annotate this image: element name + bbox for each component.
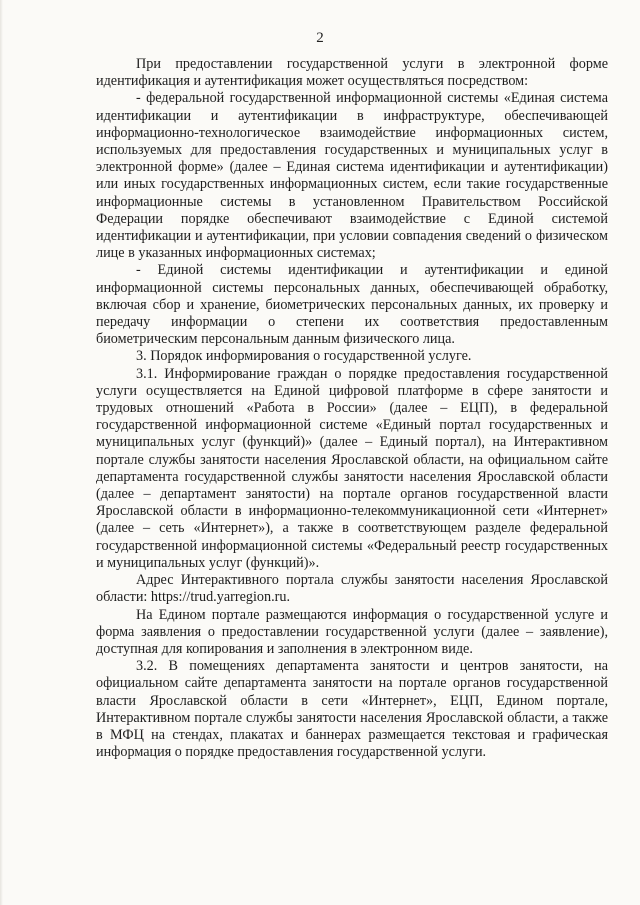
page-number: 2	[316, 30, 324, 46]
paragraph-unified-portal: На Едином портале размещаются информация о государственной услуге и форма заявления о предоставлении государственной услуги (далее – заявление), доступная для копирования и заполнения в электронном виде.	[96, 606, 608, 657]
paragraph-3-1: 3.1. Информирование граждан о порядке предоставления государственной услуги осуществляется на Единой цифровой платформе в сфере занятости и трудовых отношений «Работа в России» (далее – ЕЦП), в федеральной государственной информационной системе «Единый портал государственных и муниципальных услуг (функций)» (далее – Единый портал), на Интерактивном портале службы занятости населения Ярославской области, на официальном сайте департамента государственной службы занятости населения Ярославской области (далее – департамент занятости) на портале органов государственной власти Ярославской области в информационно-телекоммуникационной сети «Интернет» (далее – сеть «Интернет»), а также в соответствующем разделе федеральной государственной информационной системы «Федеральный реестр государственных и муниципальных услуг (функций)».	[96, 365, 608, 571]
paragraph-3-2: 3.2. В помещениях департамента занятости и центров занятости, на официальном сайте департамента занятости на портале органов государственной власти Ярославской области в сети «Интернет», ЕЦП, Едином портале, Интерактивном портале службы занятости населения Ярославской области, а также в МФЦ на стендах, плакатах и баннерах размещается текстовая и графическая информация о порядке предоставления государственной услуги.	[96, 658, 608, 761]
section-heading-informing: 3. Порядок информирования о государственной услуге.	[136, 348, 472, 365]
paragraph-portal-address: Адрес Интерактивного портала службы занятости населения Ярославской области: https://trud.yarregion.ru.	[96, 572, 608, 606]
list-item-biometric-system: - Единой системы идентификации и аутентификации и единой информационной системы персональных данных, обеспечивающей обработку, включая сбор и хранение, биометрических персональных данных, их проверку и передачу информации о степени их соответствия предоставленным биометрическим персональным данным физического лица.	[96, 262, 608, 348]
document-body	[96, 56, 608, 761]
scan-edge-shadow	[0, 0, 3, 905]
list-item-federal-system: - федеральной государственной информационной системы «Единая система идентификации и аутентификации в инфраструктуре, обеспечивающей информационно-технологическое взаимодействие информационных систем, используемых для предоставления государственных и муниципальных услуг в электронной форме» (далее – Единая система идентификации и аутентификации) или иных государственных информационных систем, если такие государственные информационные системы в установленном Правительством Российской Федерации порядке обеспечивают взаимодействие с Единой системой идентификации и аутентификации, при условии совпадения сведений о физическом лице в указанных информационных системах;	[96, 90, 608, 262]
paragraph-identification-intro: При предоставлении государственной услуги в электронной форме идентификация и аутентификация может осуществляться посредством:	[96, 56, 608, 90]
